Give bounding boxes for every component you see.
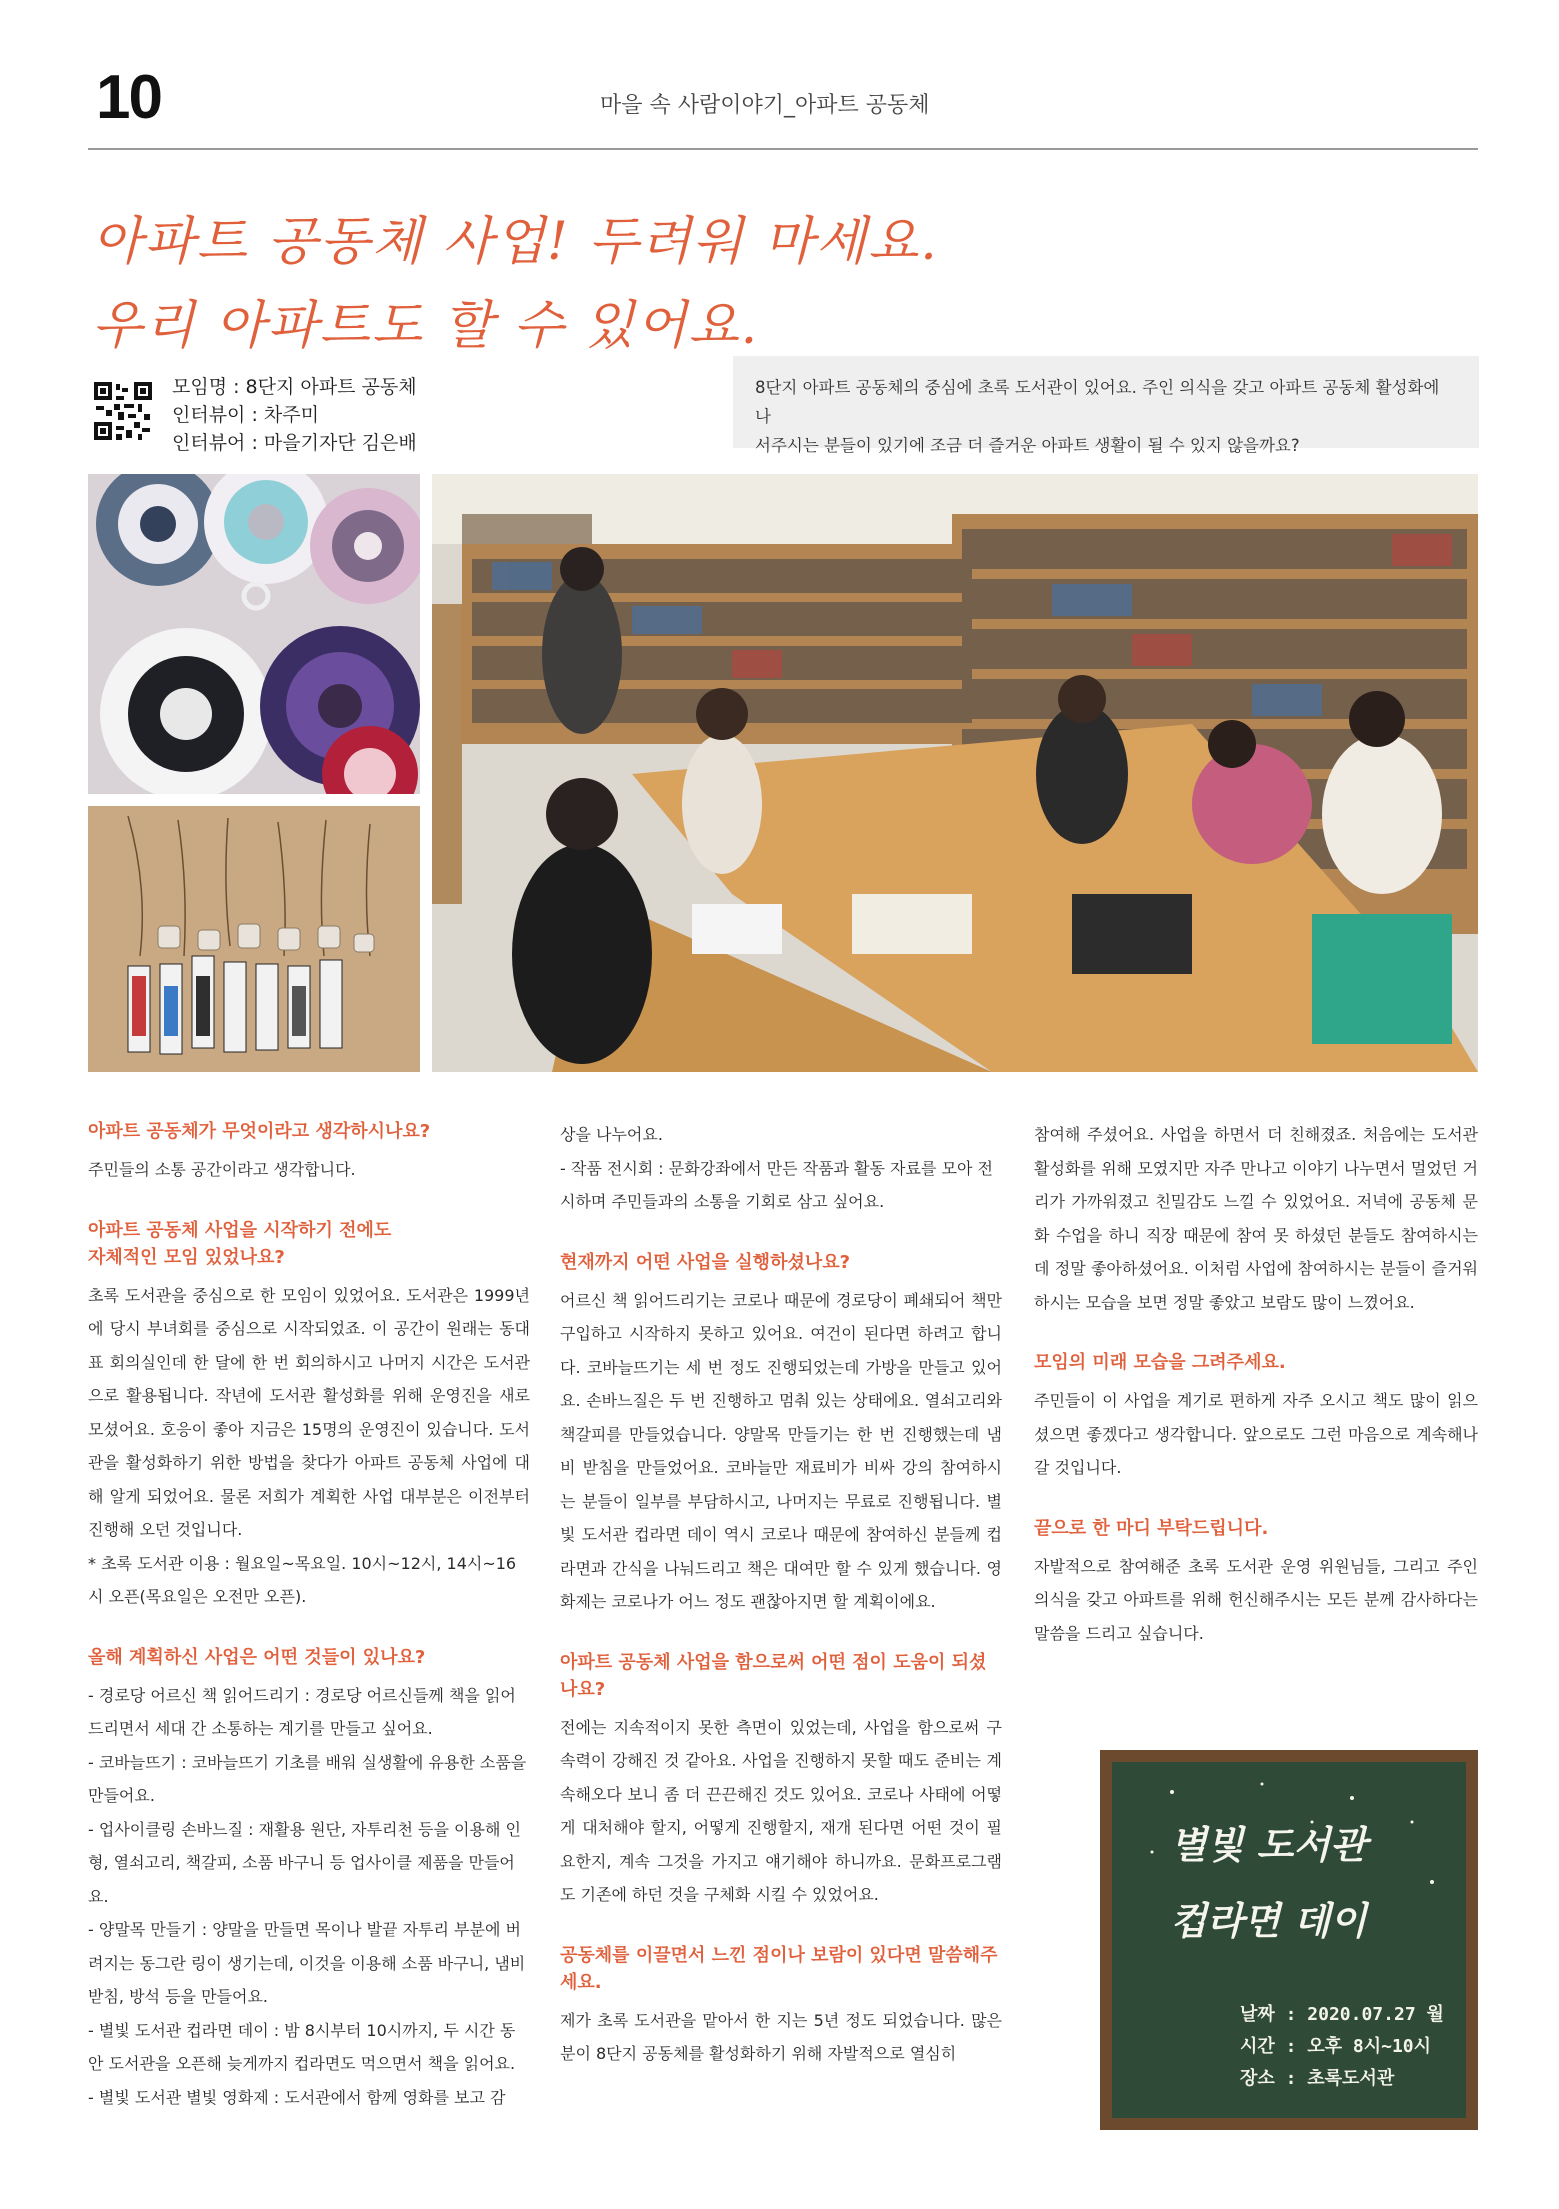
- list-item: - 경로당 어르신 책 읽어드리기 : 경로당 어르신들께 책을 읽어드리면서 세대 간 소통하는 계기를 만들고 싶어요.: [88, 1685, 516, 1738]
- list-item: - 업사이클링 손바느질 : 재활용 원단, 자투리천 등을 이용해 인형, 열쇠고리, 책갈피, 소품 바구니 등 업사이클 제품을 만들어요.: [88, 1819, 521, 1906]
- answer-2-note: * 초록 도서관 이용 : 월요일~목요일. 10시~12시, 14시~16시 오픈(목요일은 오전만 오픈).: [88, 1553, 517, 1606]
- group-name: 모임명 : 8단지 아파트 공동체: [172, 376, 417, 398]
- summary-line-2: 서주시는 분들이 있기에 조금 더 즐거운 아파트 생활이 될 수 있지 않을까요?: [755, 436, 1300, 455]
- question-7: 모임의 미래 모습을 그려주세요.: [1034, 1352, 1286, 1373]
- article-column-3: [1034, 1118, 1478, 1650]
- question-6: 공동체를 이끌면서 느낀 점이나 보람이 있다면 말씀해주세요.: [560, 1944, 998, 1993]
- running-title: 마을 속 사람이야기_아파트 공동체: [600, 93, 930, 118]
- answer-5: 전에는 지속적이지 못한 측면이 있었는데, 사업을 함으로써 구속력이 강해진 것 같아요. 사업을 진행하지 못할 때도 준비는 계속해오다 보니 좀 더 끈끈해진 것도 있어요. 코로나 사태에 어떻게 대처해야 할지, 어떻게 진행할지, 재개 된다면 어떤 것이 필요한지, 계속 그것을 가지고 얘기해야 하니까요. 문화프로그램도 기존에 하던 것을 구체화 시킬 수 있었어요.: [560, 1717, 1002, 1904]
- answer-3-continued: 상을 나누어요.: [560, 1125, 663, 1144]
- answer-2: 초록 도서관을 중심으로 한 모임이 있었어요. 도서관은 1999년에 당시 부녀회를 중심으로 시작되었죠. 이 공간이 원래는 동대표 회의실인데 한 달에 한 번 회의하시고 나머지 시간은 도서관으로 활용됩니다. 작년에 도서관 활성화를 위해 운영진을 새로 모셨어요. 호응이 좋아 지금은 15명의 운영진이 있습니다. 도서관을 활성화하기 위한 방법을 찾다가 아파트 공동체 사업에 대해 알게 되었어요. 물론 저희가 계획한 사업 대부분은 이전부터 진행해 오던 것입니다.: [88, 1285, 530, 1539]
- poster-place: 장소 : 초록도서관: [1240, 2068, 1395, 2089]
- interview-meta: [172, 373, 417, 457]
- answer-6: 제가 초록 도서관을 맡아서 한 지는 5년 정도 되었습니다. 많은 분이 8단지 공동체를 활성화하기 위해 자발적으로 열심히: [560, 2010, 1002, 2063]
- question-2-line-2: 자체적인 모임 있었나요?: [88, 1246, 285, 1268]
- article-column-2: [560, 1118, 1002, 2071]
- list-item: - 별빛 도서관 컵라면 데이 : 밤 8시부터 10시까지, 두 시간 동안 도서관을 오픈해 늦게까지 컵라면도 먹으면서 책을 읽어요.: [88, 2020, 516, 2073]
- list-item: - 작품 전시회 : 문화강좌에서 만든 작품과 활동 자료를 모아 전시하며 주민들과의 소통을 기회로 삼고 싶어요.: [560, 1158, 993, 1211]
- title-line-1: 아파트 공동체 사업! 두려워 마세요.: [92, 212, 939, 272]
- question-1: 아파트 공동체가 무엇이라고 생각하시나요?: [88, 1121, 431, 1142]
- chalkboard-surface: [1112, 1762, 1466, 2118]
- qr-code-icon[interactable]: [94, 382, 152, 440]
- question-3: 올해 계획하신 사업은 어떤 것들이 있나요?: [88, 1646, 426, 1668]
- crochet-coasters-photo: [88, 474, 420, 794]
- answer-6-continued: 참여해 주셨어요. 사업을 하면서 더 친해졌죠. 처음에는 도서관 활성화를 위해 모였지만 자주 만나고 이야기 나누면서 멀었던 거리가 가까워졌고 친밀감도 느낄 수 있었어요. 저녁에 공동체 문화 수업을 하니 직장 때문에 참여 못 하셨던 분들도 참여하시는데 정말 좋아하셨어요. 이처럼 사업에 참여하시는 분들이 즐거워하시는 모습을 보면 정말 좋았고 보람도 많이 느꼈어요.: [1034, 1125, 1478, 1312]
- poster-date: 날짜 : 2020.07.27 월: [1240, 2004, 1444, 2025]
- summary-box: [733, 356, 1479, 455]
- interviewee: 인터뷰이 : 차주미: [172, 404, 319, 426]
- question-2-line-1: 아파트 공동체 사업을 시작하기 전에도: [88, 1219, 392, 1241]
- bookmarks-photo: [88, 806, 420, 1072]
- poster-time: 시간 : 오후 8시~10시: [1240, 2036, 1432, 2057]
- article-title: [92, 200, 939, 368]
- question-4: 현재까지 어떤 사업을 실행하셨나요?: [560, 1251, 851, 1273]
- list-item: - 양말목 만들기 : 양말을 만들면 목이나 발끝 자투리 부분에 버려지는 동그란 링이 생기는데, 이것을 이용해 소품 바구니, 냄비 받침, 방석 등을 만들어요.: [88, 1920, 526, 2006]
- question-5: 아파트 공동체 사업을 함으로써 어떤 점이 도움이 되셨나요?: [560, 1651, 987, 1700]
- list-item: - 별빛 도서관 별빛 영화제 : 도서관에서 함께 영화를 보고 감: [88, 2087, 506, 2107]
- poster-title-line-1: 별빛 도서관: [1170, 1822, 1367, 1867]
- summary-line-1: 8단지 아파트 공동체의 중심에 초록 도서관이 있어요. 주인 의식을 갖고 아파트 공동체 활성화에 나: [755, 378, 1440, 426]
- list-item: - 코바늘뜨기 : 코바늘뜨기 기초를 배워 실생활에 유용한 소품을 만들어요.: [88, 1752, 527, 1805]
- answer-7: 주민들이 이 사업을 계기로 편하게 자주 오시고 책도 많이 읽으셨으면 좋겠다고 생각합니다. 앞으로도 그런 마음으로 계속해나갈 것입니다.: [1034, 1391, 1478, 1477]
- poster-title-line-2: 컵라면 데이: [1170, 1898, 1367, 1943]
- answer-1: 주민들의 소통 공간이라고 생각합니다.: [88, 1160, 356, 1179]
- question-8: 끝으로 한 마디 부탁드립니다.: [1034, 1517, 1269, 1539]
- answer-8: 자발적으로 참여해준 초록 도서관 운영 위원님들, 그리고 주인 의식을 갖고 아파트를 위해 헌신해주시는 모든 분께 감사하다는 말씀을 드리고 싶습니다.: [1034, 1556, 1478, 1643]
- article-column-1: [88, 1118, 530, 2114]
- page-number: 10: [96, 63, 161, 132]
- interviewer: 인터뷰어 : 마을기자단 김은배: [172, 432, 417, 454]
- title-line-2: 우리 아파트도 할 수 있어요.: [92, 296, 760, 356]
- header-divider: [88, 148, 1478, 150]
- library-photo: [432, 474, 1478, 1072]
- chalkboard-poster: [1100, 1750, 1478, 2130]
- answer-4: 어르신 책 읽어드리기는 코로나 때문에 경로당이 폐쇄되어 책만 구입하고 시작하지 못하고 있어요. 여건이 된다면 하려고 합니다. 코바늘뜨기는 세 번 정도 진행되었는데 가방을 만들고 있어요. 손바느질은 두 번 진행하고 멈춰 있는 상태에요. 열쇠고리와 책갈피를 만들었습니다. 양말목 만들기는 한 번 진행했는데 냄비 받침을 만들었어요. 코바늘만 재료비가 비싸 강의 참여하시는 분들이 일부를 부담하시고, 나머지는 무료로 진행됩니다. 별빛 도서관 컵라면 데이 역시 코로나 때문에 참여하신 분들께 컵라면과 간식을 나눠드리고 책은 대여만 할 수 있게 했습니다. 영화제는 코로나가 어느 정도 괜찮아지면 할 계획이에요.: [560, 1290, 1002, 1611]
